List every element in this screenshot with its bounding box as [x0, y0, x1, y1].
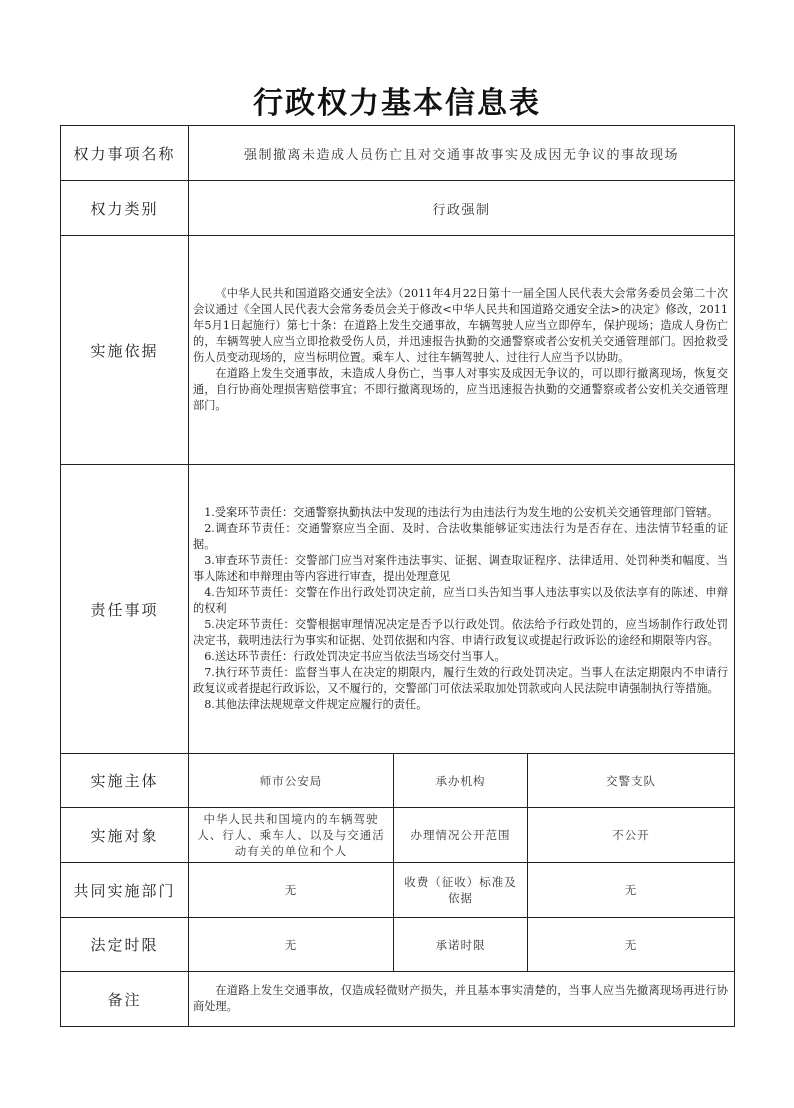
label-name: 权力事项名称 — [61, 126, 189, 181]
row-responsibility — [61, 465, 735, 754]
responsibility-item: 1.受案环节责任：交通警察执勤执法中发现的违法行为由违法行为发生地的公安机关交通管理部门管辖。 — [204, 506, 719, 519]
row-basis — [61, 236, 735, 465]
value-limit: 无 — [189, 918, 394, 972]
label-agency: 承办机构 — [394, 754, 528, 808]
label-subject: 实施主体 — [61, 754, 189, 808]
label-fee: 收费（征收）标准及依据 — [394, 863, 528, 918]
label-category: 权力类别 — [61, 181, 189, 236]
responsibility-item: 4.告知环节责任：交警在作出行政处罚决定前，应当口头告知当事人违法事实以及依法享有的陈述、申辩的权利 — [193, 586, 729, 615]
value-disclosure: 不公开 — [528, 808, 735, 863]
value-basis — [189, 236, 735, 465]
row-subject — [61, 754, 735, 808]
label-remark: 备注 — [61, 972, 189, 1027]
responsibility-item: 5.决定环节责任：交警根据审理情况决定是否予以行政处罚。依法给予行政处罚的，应当场制作行政处罚决定书，载明违法行为事实和证据、处罚依据和内容、申请行政复议或提起行政诉讼的途经和期限等内容。 — [193, 618, 729, 647]
row-category — [61, 181, 735, 236]
value-responsibility — [189, 465, 735, 754]
value-subject: 师市公安局 — [189, 754, 394, 808]
row-limit — [61, 918, 735, 972]
basis-paragraph: 在道路上发生交通事故，未造成人身伤亡，当事人对事实及成因无争议的，可以即行撤离现场，恢复交通，自行协商处理损害赔偿事宜；不即行撤离现场的，应当迅速报告执勤的交通警察或者公安机关交通管理部门。 — [193, 367, 729, 412]
label-promise: 承诺时限 — [394, 918, 528, 972]
responsibility-item: 2.调查环节责任：交通警察应当全面、及时、合法收集能够证实违法行为是否存在、违法情节轻重的证据。 — [193, 522, 729, 551]
value-category: 行政强制 — [189, 181, 735, 236]
label-limit: 法定时限 — [61, 918, 189, 972]
remark-text: 在道路上发生交通事故，仅造成轻微财产损失，并且基本事实清楚的，当事人应当先撤离现场再进行协商处理。 — [193, 984, 729, 1013]
responsibility-item: 7.执行环节责任：监督当事人在决定的期限内，履行生效的行政处罚决定。当事人在法定期限内不申请行政复议或者提起行政诉讼，又不履行的，交警部门可依法采取加处罚款或向人民法院申请强制执行等措施。 — [193, 666, 729, 695]
value-fee: 无 — [528, 863, 735, 918]
basis-paragraph: 《中华人民共和国道路交通安全法》（2011年4月22日第十一届全国人民代表大会常务委员会第二十次会议通过《全国人民代表大会常务委员会关于修改<中华人民共和国道路交通安全法>的决定》修改，2011年5月1日起施行）第七十条：在道路上发生交通事故，车辆驾驶人应当立即停车，保护现场；造成人身伤亡的，车辆驾驶人应当立即抢救受伤人员，并迅速报告执勤的交通警察或者公安机关交通管理部门。因抢救受伤人员变动现场的，应当标明位置。乘车人、过往车辆驾驶人、过往行人应当予以协助。 — [193, 287, 729, 364]
row-target — [61, 808, 735, 863]
row-joint — [61, 863, 735, 918]
responsibility-item: 3.审查环节责任：交警部门应当对案件违法事实、证据、调查取证程序、法律适用、处罚种类和幅度、当事人陈述和申辩理由等内容进行审查，提出处理意见 — [193, 554, 729, 583]
value-name: 强制撤离未造成人员伤亡且对交通事故事实及成因无争议的事故现场 — [189, 126, 735, 181]
label-basis: 实施依据 — [61, 236, 189, 465]
document-title: 行政权力基本信息表 — [253, 86, 541, 121]
value-remark — [189, 972, 735, 1027]
row-remark — [61, 972, 735, 1027]
label-joint: 共同实施部门 — [61, 863, 189, 918]
info-table — [60, 125, 735, 1027]
responsibility-item: 8.其他法律法规规章文件规定应履行的责任。 — [204, 698, 428, 711]
label-responsibility: 责任事项 — [61, 465, 189, 754]
value-agency: 交警支队 — [528, 754, 735, 808]
value-target: 中华人民共和国境内的车辆驾驶人、行人、乘车人、以及与交通活动有关的单位和个人 — [189, 808, 394, 863]
value-joint: 无 — [189, 863, 394, 918]
value-promise: 无 — [528, 918, 735, 972]
row-name — [61, 126, 735, 181]
label-disclosure: 办理情况公开范围 — [394, 808, 528, 863]
responsibility-item: 6.送达环节责任：行政处罚决定书应当依法当场交付当事人。 — [204, 650, 506, 663]
label-target: 实施对象 — [61, 808, 189, 863]
